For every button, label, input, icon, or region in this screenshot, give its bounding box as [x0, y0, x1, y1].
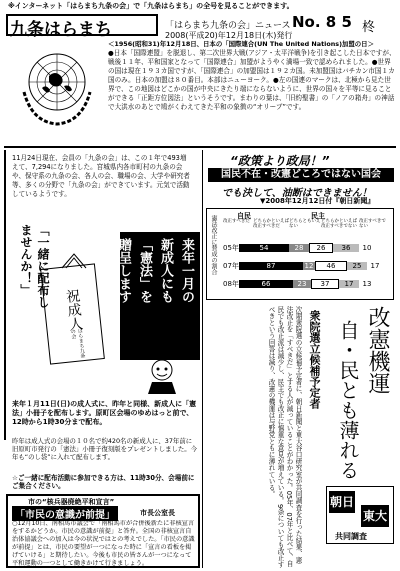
article-headline-sub: 自・民とも薄れる — [336, 320, 360, 480]
un-article-body: ●日本「国際連盟」を脱退し、第二次世界大戦(アジア・太平洋戦争)を引き起こした日本ですが、戦後１１年、平和国家となって「国際連合」加盟がようやく満場一致で認められました。●世界の国は現在１９３カ国ですが、「国際連合」の加盟国は１９２カ国。未加盟国はバチカン市国１カ国のみ。日本の加盟は８０番目。本部はニューヨーク。●左の国連のマークは、北極から見た世界で、この地図はどこかの国が中央にきたり端にならないように、世界の国々を平等に見ることができる「正距方位図法」というそうです。まわりの葉は、「旧約聖書」の「ノアの箱舟」の神話で大洪水のあとで鳩がくわえてきた平和の象徴の“オリーブ”です。 — [108, 49, 396, 111]
survey-table — [206, 208, 394, 300]
joint-survey-badge — [326, 486, 394, 544]
envelope-label: 祝成人 — [63, 288, 84, 332]
envelope-illustration — [40, 263, 105, 364]
survey-value: 25 — [347, 262, 367, 270]
survey-row-year: 07年 — [223, 262, 239, 270]
survey-value: 17 — [370, 262, 380, 270]
top-banner: ※インターネット「はらまち九条の会」で「九条はらまち」の全号を見ることができます。 — [8, 2, 294, 10]
survey-value: 87 — [239, 262, 303, 270]
un-emblem-icon — [14, 42, 100, 128]
survey-value: 12 — [304, 262, 314, 270]
campaign-line-1: 来年一月の — [179, 238, 194, 303]
article-body: 次期衆院選の立候補予定者に、朝日新聞と東大谷口研究室が共同調査を行った結果、憲法改正を「すべきだ」とする人が減っていることがわかった。05年、07年と比べて、自民でも改正派は減少し、民主でも改正に慎重な意見が増えている。9条についても改正すべきという回答は減り、改憲の機運は与野党ともに薄れている。 — [267, 306, 302, 568]
noshi-ribbon-icon — [58, 250, 90, 272]
slogan-diet: 国民不在・改憲どころではない国会 — [208, 168, 394, 182]
campaign-line-4: 贈呈します — [116, 238, 131, 303]
survey-value: 54 — [239, 244, 289, 252]
envelope-footer: はらまち九条の会 — [69, 328, 86, 359]
survey-value: 37 — [311, 279, 339, 289]
city-declaration-byline: 市長公室長 — [140, 509, 175, 517]
masthead-title: 九条はらまち — [10, 20, 112, 40]
corner-mark: 柊 — [362, 20, 376, 35]
column-divider — [202, 150, 203, 568]
badge-asahi: 朝日 — [329, 491, 355, 513]
article-headline-main: 改憲機運 — [365, 306, 390, 394]
survey-col-2: どちらかといえば改正すべきだ — [253, 219, 289, 229]
survey-value: 10 — [362, 244, 372, 252]
city-declaration-box — [6, 494, 200, 568]
survey-row-year: 05年 — [223, 244, 239, 252]
section-divider — [4, 146, 396, 148]
campaign-text: 来年１月11日(日)の成人式に、昨年と同様、新成人に「憲法」小冊子を配布します。原町区会場のゆめはっと前で、12時から1時30分まで配布。 — [12, 400, 197, 426]
survey-col-3: どちらともいえない — [289, 219, 321, 229]
campaign-banner — [116, 232, 200, 360]
slogan-caution: でも決して、油断はできません！ — [222, 188, 372, 199]
survey-value: 23 — [293, 280, 311, 288]
survey-row — [223, 257, 391, 275]
survey-value: 36 — [333, 244, 359, 252]
un-article-headline: ＜1956(昭和31)年12月18日、日本の「国際連合(UN The United Nations)加盟の日＞ — [108, 40, 374, 48]
issue-number: No. 8 5 — [292, 13, 352, 31]
campaign-call: ☆ご一緒に配布活動に参加できる方は、11時30分、会場前にご集合ください。 — [12, 474, 195, 490]
survey-value: 66 — [239, 280, 293, 288]
badge-caption: 共同調査 — [335, 532, 367, 541]
left-column-frame — [4, 150, 6, 440]
join-distribution-notice: 「一緒に配布しませんか！」 — [19, 224, 50, 308]
survey-row — [223, 275, 391, 293]
survey-value: 26 — [309, 243, 333, 253]
survey-group-minshu: 民主 — [311, 212, 325, 220]
city-declaration-body: ○12月10日、南相馬市議会で「南相馬市が合併後新たに非核宣言をするかどうか。市民の意識が前提」と答弁。全国の非核宣言自治体協議会への加入は今の状況ではとの考えでした。「市民の意識が前提」とは、市民の要望が一つになった時に「宣言の看板を掲げていける」と期待したい。今後も市民の皆さんが一つになって平和運動の一つとして働きかけて行きましょう。 — [12, 520, 195, 566]
campaign-line-2: 新成人にも — [158, 238, 173, 303]
city-declaration-title: 「市民の意識が前提」 — [12, 506, 118, 521]
survey-value: 28 — [289, 244, 309, 252]
survey-col-4: どちらかといえば改正すべきでない — [321, 219, 357, 229]
badge-todai: 東大 — [361, 505, 389, 527]
mascot-character-icon — [140, 356, 184, 396]
survey-row-year: 08年 — [223, 280, 239, 288]
article-subhead: 衆院選立候補予定者 — [308, 310, 321, 409]
newsletter-name: 「はらまち九条の会」ニュース — [165, 21, 291, 31]
campaign-note: 昨年は成人式の会場の１０名で約420名の新成人に、37年前に旧原町市発行の「憲法」小冊子復刻版をプレゼントしました。今年も“のし袋”に入れて配布します。 — [12, 437, 198, 461]
survey-value: 46 — [315, 261, 347, 271]
survey-group-jimin: 自民 — [237, 212, 251, 220]
survey-col-5: 改正すべきでない — [359, 219, 386, 229]
survey-row — [223, 239, 391, 257]
issue-date: 2008(平成20)年12月18日(木)発行 — [165, 31, 293, 40]
survey-value: 13 — [362, 280, 372, 288]
slogan-politics: “政策より政局！” — [230, 154, 330, 168]
source-note: ▼2008年12月12日付『朝日新聞』 — [260, 197, 375, 205]
campaign-line-3: 「憲法」を — [137, 238, 152, 303]
survey-col-1: 改正すべきだ — [223, 219, 250, 224]
survey-value: 17 — [339, 280, 359, 288]
city-declaration-kicker: 市の“核兵器廃絶平和宣言” — [28, 498, 115, 506]
left-intro-text: 11月24日現在、会員の「九条の会」は、この１年で493増えて、7,294になりました。宮城県内各市町村の九条の会や、保守系の九条の会、各人の会、職場の会、大学や研究者等、多くの分野で「九条の会」ができています。元気で活動しているようです。 — [12, 154, 190, 198]
survey-row-header: 憲法改正に賛成の割合 — [210, 215, 217, 275]
